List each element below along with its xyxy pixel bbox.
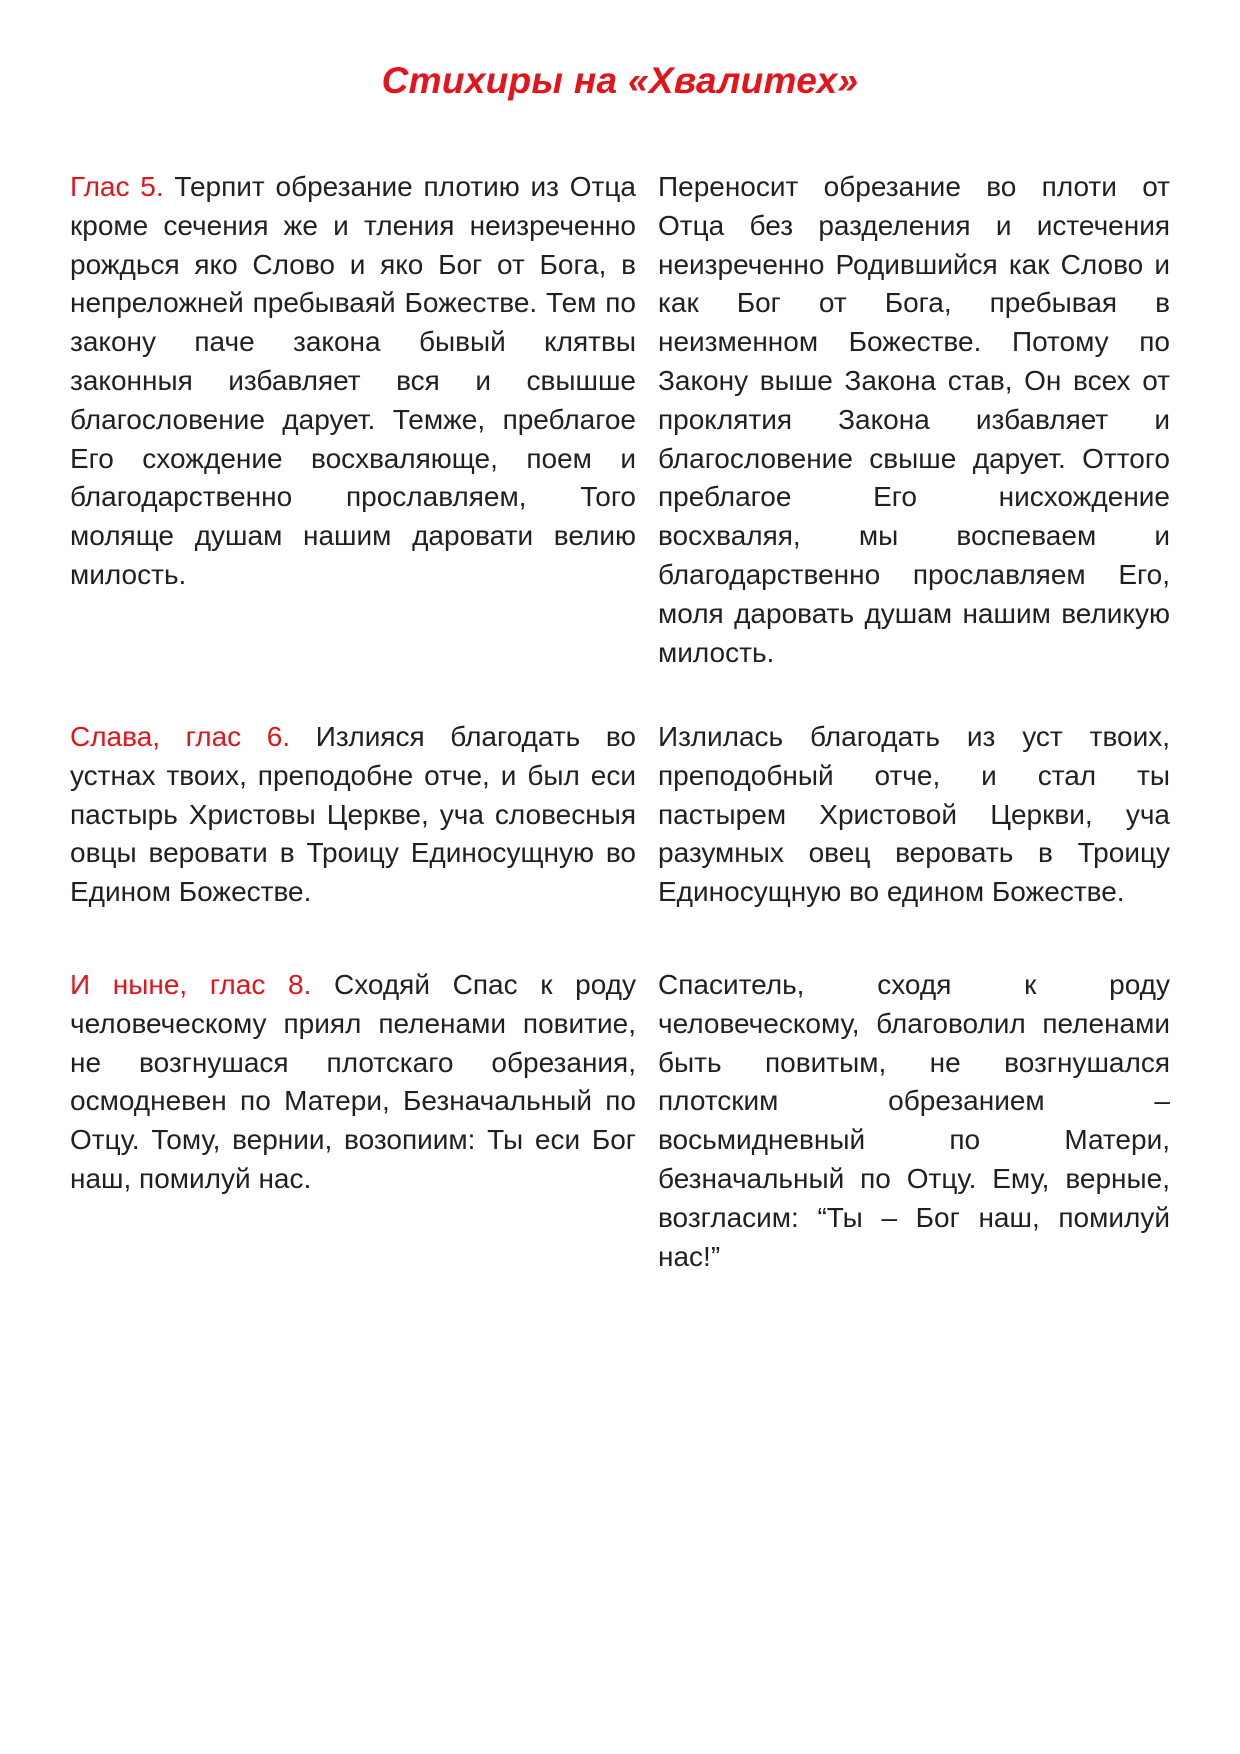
rubric-label: Глас 5. (70, 171, 164, 202)
rubric-label: Слава, глас 6. (70, 721, 291, 752)
russian-translation: Спаситель, сходя к роду человеческому, благоволил пеленами быть повитым, не возгнушался плотским обрезанием – восьмидневный по Матери, безначальный по Отцу. Ему, верные, возгласим: “Ты – Бог наш, помилуй нас!” (658, 969, 1170, 1272)
slavonic-body: Излияся благодать во устнах твоих, преподобне отче, и был еси пастырь Христовы Церкве, уча словесныя овцы веровати в Троицу Единосущную во Едином Божестве. (70, 721, 637, 908)
slavonic-text (70, 966, 636, 1199)
slavonic-text (70, 168, 636, 595)
rubric-label: И ныне, глас 8. (70, 969, 312, 1000)
slavonic-text (70, 718, 636, 912)
russian-translation: Переносит обрезание во плоти от Отца без разделения и истечения неизреченно Родившийся как Слово и как Бог от Бога, пребывая в неизменном Божестве. Потому по Закону выше Закона став, Он всех от проклятия Закона избавляет и благословение свыше дарует. Оттого преблагое Его нисхождение восхваляя, мы воспеваем и благодарственно прославляем Его, моля даровать душам нашим великую милость. (658, 171, 1170, 668)
slavonic-body: Терпит обрезание плотию из Отца кроме сечения же и тления неизреченно рождься яко Слово и яко Бог от Бога, в непреложней пребываяй Божестве. Тем по закону паче закона бывый клятвы законныя избавляет вся и свышше благословение дарует. Темже, преблагое Его схождение восхваляюще, поем и благодарственно прославляем, Того моляще душам нашим даровати велию милость. (70, 171, 636, 590)
page-title: Стихиры на «Хвалитех» (381, 60, 859, 101)
russian-translation: Излилась благодать из уст твоих, преподобный отче, и стал ты пастырем Христовой Церкви, уча разумных овец веровать в Троицу Единосущную во едином Божестве. (658, 721, 1170, 908)
slavonic-body: Сходяй Спас к роду человеческому приял пеленами повитие, не возгнушася плотскаго обрезания, осмодневен по Матери, Безначальный по Отцу. Тому, вернии, возопиим: Ты еси Бог наш, помилуй нас. (70, 969, 636, 1194)
